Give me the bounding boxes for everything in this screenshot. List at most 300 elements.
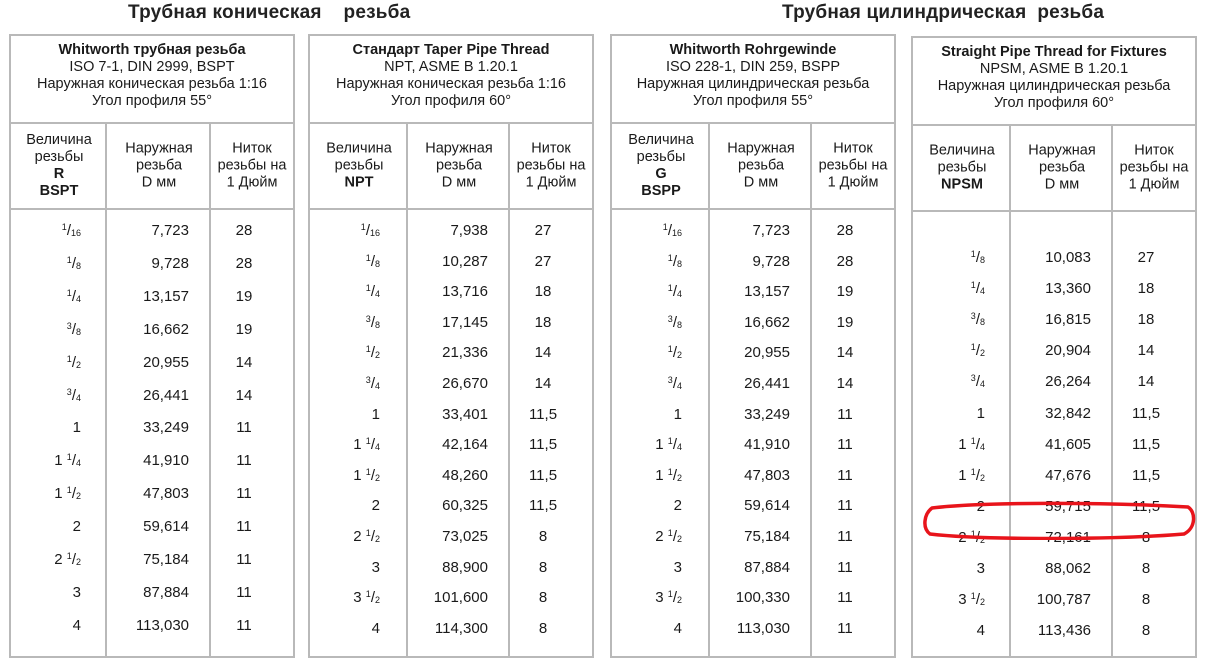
column-header-tpi: [812, 124, 894, 210]
column-header-size: [612, 124, 710, 210]
denominator: 4: [75, 293, 81, 304]
size-cell: [913, 528, 985, 548]
tpi-cell: 14: [235, 353, 253, 371]
size-cell: [11, 418, 81, 438]
whole-part: 2: [976, 497, 985, 515]
diameter-cell: 100,330: [735, 589, 790, 607]
tpi-cell: 27: [534, 252, 552, 270]
header-line: Величина: [26, 132, 92, 148]
whole-part: 1: [353, 436, 366, 454]
diameter-cell: 100,787: [1036, 591, 1091, 609]
whole-part: 3: [673, 558, 682, 576]
numerator: 1: [365, 436, 371, 447]
size-cell: [913, 372, 985, 392]
column-header-diameter: [1011, 126, 1113, 212]
fraction-slash: /: [672, 344, 677, 362]
size-cell: [913, 466, 985, 486]
denominator: 4: [374, 442, 380, 453]
tpi-cell: 14: [836, 344, 854, 362]
whole-part: 2: [655, 528, 668, 545]
header-line: резьбы на: [818, 157, 888, 174]
column-header-size-text: [612, 132, 710, 200]
size-cell: [913, 279, 985, 299]
fraction-slash: /: [667, 222, 672, 239]
tpi-cell: 11: [837, 589, 853, 607]
header-line: D мм: [743, 174, 779, 191]
tpi-cell: 28: [836, 222, 854, 239]
fraction-slash: /: [975, 466, 980, 484]
size-cell: [612, 496, 682, 516]
header-line: 1 Дюйм: [1128, 176, 1180, 193]
diameter-cell: 21,336: [442, 344, 488, 362]
size-cell: [612, 252, 682, 272]
table-spec-line: Наружная коническая резьба 1:16: [37, 76, 267, 92]
denominator: 2: [676, 472, 682, 483]
header-line: Величина: [628, 132, 694, 148]
denominator: 2: [979, 597, 985, 608]
table-spec-line: ISO 7-1, DIN 2999, BSPT: [69, 59, 235, 75]
tpi-cell: 18: [1137, 311, 1155, 329]
tpi-cell: 18: [1137, 280, 1155, 298]
header-line: резьба: [1038, 159, 1086, 176]
fraction-slash: /: [672, 466, 677, 484]
thread-table: [911, 36, 1197, 658]
size-cell: [612, 221, 682, 241]
column-header-tpi-text: [812, 141, 894, 192]
whole-part: 1: [655, 436, 668, 454]
header-line: D мм: [441, 174, 477, 191]
numerator: 1: [667, 589, 673, 600]
denominator: 4: [374, 289, 380, 300]
denominator: 2: [75, 491, 81, 502]
numerator: 1: [365, 344, 371, 355]
numerator: 1: [365, 589, 371, 600]
size-cell: [913, 248, 985, 268]
size-cell: [11, 484, 81, 504]
diameter-cell: 7,723: [151, 222, 189, 239]
whole-part: 2: [673, 497, 682, 515]
fraction-slash: /: [370, 528, 375, 545]
header-line: резьбы: [34, 149, 84, 165]
diameter-cell: 20,904: [1045, 342, 1091, 360]
numerator: 1: [667, 344, 673, 355]
thread-table: [9, 34, 295, 658]
size-cell: [310, 405, 380, 425]
denominator: 2: [676, 595, 682, 606]
size-cell: [310, 619, 380, 639]
tpi-cell: 19: [235, 320, 253, 338]
size-cell: [11, 616, 81, 636]
tpi-cell: 8: [538, 558, 548, 576]
diameter-cell: 113,030: [736, 619, 790, 637]
table-spec-line: Угол профиля 60°: [993, 95, 1115, 111]
whole-part: 3: [976, 560, 985, 577]
column-header-size-text: [913, 143, 1011, 194]
fraction-slash: /: [672, 528, 677, 545]
denominator: 4: [979, 379, 985, 390]
fraction-slash: /: [975, 280, 980, 298]
column-header-tpi-text: [510, 141, 592, 192]
tpi-cell: 18: [534, 313, 552, 331]
denominator: 8: [676, 258, 682, 269]
size-cell: [11, 386, 81, 406]
numerator: 1: [66, 287, 72, 298]
whole-part: 4: [673, 619, 682, 637]
fraction-slash: /: [975, 249, 980, 266]
fraction-slash: /: [370, 252, 375, 270]
column-header-tpi-text: [1113, 143, 1195, 194]
size-cell: [11, 320, 81, 340]
fraction-slash: /: [370, 283, 375, 301]
tpi-cell: 11: [236, 452, 252, 470]
numerator: 1: [66, 254, 72, 265]
tpi-cell: 28: [235, 254, 253, 272]
column-header-diameter-text: [107, 141, 211, 192]
table-spec-line: NPSM, ASME B 1.20.1: [979, 61, 1129, 77]
heading-conical-thread: Трубная коническая резьба: [128, 2, 411, 23]
tpi-cell: 11: [837, 558, 853, 576]
tpi-cell: 11: [837, 497, 853, 515]
diameter-cell: 7,938: [450, 222, 488, 239]
header-line: 1 Дюйм: [827, 174, 879, 191]
diameter-cell: 113,030: [135, 616, 189, 634]
fraction-slash: /: [672, 436, 677, 454]
fraction-slash: /: [66, 222, 71, 239]
header-line-bold: BSPT: [39, 183, 79, 199]
size-cell: [310, 221, 380, 241]
header-line: резьбы: [937, 159, 987, 176]
numerator: 3: [970, 311, 976, 322]
fraction-slash: /: [975, 342, 980, 360]
fraction-slash: /: [370, 466, 375, 484]
diameter-cell: 13,360: [1045, 280, 1091, 298]
whole-part: 1: [353, 466, 366, 484]
diameter-cell: 113,436: [1037, 622, 1091, 640]
size-cell: [310, 343, 380, 363]
column-header-diameter: [408, 124, 510, 210]
tpi-cell: 11: [236, 485, 252, 503]
table-spec-line: Наружная цилиндрическая резьба: [937, 78, 1171, 94]
size-cell: [11, 353, 81, 373]
denominator: 8: [676, 319, 682, 330]
diameter-cell: 41,910: [143, 452, 189, 470]
denominator: 8: [75, 326, 81, 337]
header-line: резьбы на: [1119, 159, 1189, 176]
whole-part: 3: [958, 591, 971, 609]
tpi-cell: 11: [837, 466, 853, 484]
tpi-cell: 11: [837, 619, 853, 637]
whole-part: 3: [353, 589, 366, 607]
whole-part: 3: [655, 589, 668, 607]
denominator: 2: [676, 534, 682, 544]
size-cell: [310, 496, 380, 516]
fraction-slash: /: [975, 528, 980, 546]
diameter-cell: 20,955: [143, 353, 189, 371]
denominator: 8: [374, 319, 380, 330]
whole-part: 1: [655, 466, 668, 484]
table-spec-line: Угол профиля 55°: [692, 93, 814, 109]
size-cell: [612, 527, 682, 547]
diameter-cell: 47,676: [1045, 466, 1091, 484]
diameter-cell: 75,184: [143, 551, 189, 568]
size-cell: [612, 282, 682, 302]
column-header-tpi: [510, 124, 592, 210]
header-line-bold: BSPP: [641, 183, 681, 199]
fraction-slash: /: [71, 287, 76, 305]
size-cell: [11, 550, 81, 570]
diameter-cell: 59,614: [744, 497, 790, 515]
numerator: 1: [365, 528, 371, 538]
denominator: 16: [369, 228, 380, 238]
tpi-cell: 14: [1137, 342, 1155, 360]
whole-part: 1: [72, 419, 81, 437]
tpi-cell: 8: [538, 619, 548, 637]
numerator: 1: [970, 249, 976, 259]
whole-part: 2: [353, 528, 366, 545]
diameter-cell: 59,614: [143, 518, 189, 536]
size-cell: [310, 282, 380, 302]
fraction-slash: /: [975, 591, 980, 609]
tpi-cell: 28: [836, 252, 854, 270]
size-cell: [612, 466, 682, 486]
whole-part: 1: [371, 405, 380, 423]
diameter-cell: 47,803: [143, 485, 189, 503]
header-line: Наружная: [425, 140, 493, 157]
size-cell: [612, 435, 682, 455]
whole-part: 1: [673, 405, 682, 423]
denominator: 16: [70, 228, 81, 238]
tpi-cell: 11,5: [1131, 497, 1161, 515]
size-cell: [310, 558, 380, 578]
tpi-cell: 11: [837, 528, 853, 545]
denominator: 8: [979, 317, 985, 328]
numerator: 1: [970, 466, 976, 477]
denominator: 2: [75, 557, 81, 567]
numerator: 1: [667, 528, 673, 538]
header-line: Ниток: [833, 140, 873, 157]
fraction-slash: /: [370, 375, 375, 392]
header-line: резьбы: [334, 157, 384, 174]
heading-cylindrical-thread: Трубная цилиндрическая резьба: [782, 2, 1105, 23]
tpi-cell: 8: [1141, 560, 1151, 577]
tpi-cell: 28: [235, 222, 253, 239]
whole-part: 1: [958, 466, 971, 484]
header-line-bold: R: [53, 166, 65, 182]
diameter-cell: 26,264: [1045, 373, 1091, 391]
tpi-cell: 11,5: [528, 405, 558, 423]
size-cell: [310, 527, 380, 547]
size-cell: [310, 466, 380, 486]
tpi-cell: 19: [836, 283, 854, 301]
tpi-cell: 27: [534, 222, 552, 239]
size-cell: [612, 374, 682, 394]
size-cell: [612, 588, 682, 608]
diameter-cell: 33,249: [744, 405, 790, 423]
diameter-cell: 7,723: [752, 222, 790, 239]
column-header-diameter: [107, 124, 211, 210]
table-title: Straight Pipe Thread for Fixtures: [941, 44, 1167, 60]
table-spec-line: Наружная коническая резьба 1:16: [336, 76, 566, 92]
table-header: [913, 38, 1195, 126]
diameter-cell: 20,955: [744, 344, 790, 362]
diameter-cell: 13,716: [442, 283, 488, 301]
tpi-cell: 19: [235, 287, 253, 305]
diameter-cell: 26,670: [442, 375, 488, 392]
column-header-size-text: [11, 132, 107, 200]
tpi-cell: 8: [1141, 591, 1151, 609]
table-spec-line: Угол профиля 60°: [390, 93, 512, 109]
tpi-cell: 14: [836, 375, 854, 392]
tpi-cell: 11,5: [1131, 404, 1161, 422]
fraction-slash: /: [71, 353, 76, 371]
denominator: 4: [676, 381, 682, 391]
tpi-cell: 8: [538, 528, 548, 545]
size-cell: [612, 343, 682, 363]
diameter-cell: 114,300: [434, 619, 488, 637]
size-cell: [310, 313, 380, 333]
denominator: 2: [979, 348, 985, 359]
numerator: 1: [365, 252, 371, 263]
denominator: 2: [75, 359, 81, 370]
header-line: Наружная: [727, 140, 795, 157]
denominator: 4: [979, 286, 985, 297]
diameter-cell: 16,662: [143, 320, 189, 338]
column-header-diameter-text: [408, 141, 510, 192]
tpi-cell: 8: [538, 589, 548, 607]
whole-part: 1: [958, 435, 971, 453]
tpi-cell: 11: [837, 405, 853, 423]
tpi-cell: 27: [1137, 249, 1155, 266]
tpi-cell: 11: [236, 419, 252, 437]
diameter-cell: 60,325: [442, 497, 488, 515]
table-title: Whitworth Rohrgewinde: [669, 42, 837, 58]
numerator: 1: [66, 353, 72, 364]
tpi-cell: 19: [836, 313, 854, 331]
denominator: 4: [75, 458, 81, 469]
whole-part: 2: [958, 528, 971, 546]
size-cell: [913, 341, 985, 361]
whole-part: 1: [54, 452, 67, 470]
header-line: Наружная: [1028, 142, 1096, 159]
whole-part: 3: [72, 583, 81, 601]
size-cell: [913, 310, 985, 330]
diameter-cell: 9,728: [752, 252, 790, 270]
table-title: Стандарт Taper Pipe Thread: [352, 42, 550, 58]
size-cell: [913, 404, 985, 424]
fraction-slash: /: [975, 435, 980, 453]
diameter-cell: 73,025: [442, 528, 488, 545]
table-spec-line: ISO 228-1, DIN 259, BSPP: [665, 59, 841, 75]
fraction-slash: /: [370, 589, 375, 607]
numerator: 3: [66, 320, 72, 331]
fraction-slash: /: [672, 252, 677, 270]
denominator: 16: [671, 228, 682, 238]
whole-part: 1: [54, 485, 67, 503]
column-header-tpi-text: [211, 141, 293, 192]
table-spec-line: NPT, ASME B 1.20.1: [384, 59, 518, 75]
diameter-cell: 13,157: [744, 283, 790, 301]
size-cell: [11, 287, 81, 307]
tpi-cell: 11: [236, 551, 252, 568]
tpi-cell: 8: [1141, 622, 1151, 640]
denominator: 8: [979, 255, 985, 265]
diameter-cell: 101,600: [433, 589, 488, 607]
diameter-cell: 41,910: [744, 436, 790, 454]
diameter-cell: 87,884: [744, 558, 790, 576]
table-header: [310, 36, 592, 124]
diameter-cell: 33,249: [143, 419, 189, 437]
fraction-slash: /: [71, 551, 76, 568]
tpi-cell: 14: [1137, 373, 1155, 391]
table-title: Whitworth трубная резьба: [58, 42, 246, 58]
size-cell: [11, 254, 81, 274]
diameter-cell: 26,441: [143, 386, 189, 404]
diameter-cell: 17,145: [442, 313, 488, 331]
whole-part: 2: [371, 497, 380, 515]
column-header-diameter-text: [1011, 143, 1113, 194]
denominator: 8: [374, 258, 380, 269]
column-header-size: [310, 124, 408, 210]
whole-part: 4: [371, 619, 380, 637]
diameter-cell: 33,401: [442, 405, 488, 423]
denominator: 4: [75, 392, 81, 403]
numerator: 1: [66, 485, 72, 496]
size-cell: [310, 252, 380, 272]
numerator: 1: [970, 435, 976, 446]
numerator: 1: [662, 222, 668, 232]
tpi-cell: 14: [534, 344, 552, 362]
denominator: 2: [374, 595, 380, 606]
diameter-cell: 72,161: [1045, 528, 1091, 546]
numerator: 1: [667, 466, 673, 477]
fraction-slash: /: [71, 254, 76, 272]
numerator: 1: [61, 222, 67, 232]
header-line-bold: NPSM: [941, 176, 983, 193]
denominator: 2: [374, 472, 380, 483]
header-line: Величина: [929, 142, 995, 159]
thread-table: [308, 34, 594, 658]
numerator: 1: [667, 283, 673, 294]
numerator: 3: [970, 373, 976, 384]
header-line: 1 Дюйм: [226, 174, 278, 191]
diameter-cell: 41,605: [1045, 435, 1091, 453]
column-header-size: [11, 124, 107, 210]
header-line: Наружная: [125, 140, 193, 157]
whole-part: 4: [72, 616, 81, 634]
denominator: 4: [979, 441, 985, 452]
whole-part: 2: [54, 551, 67, 568]
tpi-cell: 14: [534, 375, 552, 392]
header-line: Ниток: [531, 140, 571, 157]
diameter-cell: 88,062: [1045, 560, 1091, 577]
diameter-cell: 16,662: [744, 313, 790, 331]
header-line: резьба: [135, 157, 183, 174]
denominator: 8: [75, 260, 81, 271]
size-cell: [913, 590, 985, 610]
table-header: [11, 36, 293, 124]
numerator: 1: [360, 222, 366, 232]
size-cell: [11, 451, 81, 471]
column-header-tpi: [1113, 126, 1195, 212]
header-line: резьба: [737, 157, 785, 174]
numerator: 1: [365, 283, 371, 294]
fraction-slash: /: [672, 283, 677, 301]
fraction-slash: /: [365, 222, 370, 239]
size-cell: [11, 517, 81, 537]
denominator: 4: [676, 442, 682, 453]
fraction-slash: /: [71, 320, 76, 338]
size-cell: [310, 435, 380, 455]
